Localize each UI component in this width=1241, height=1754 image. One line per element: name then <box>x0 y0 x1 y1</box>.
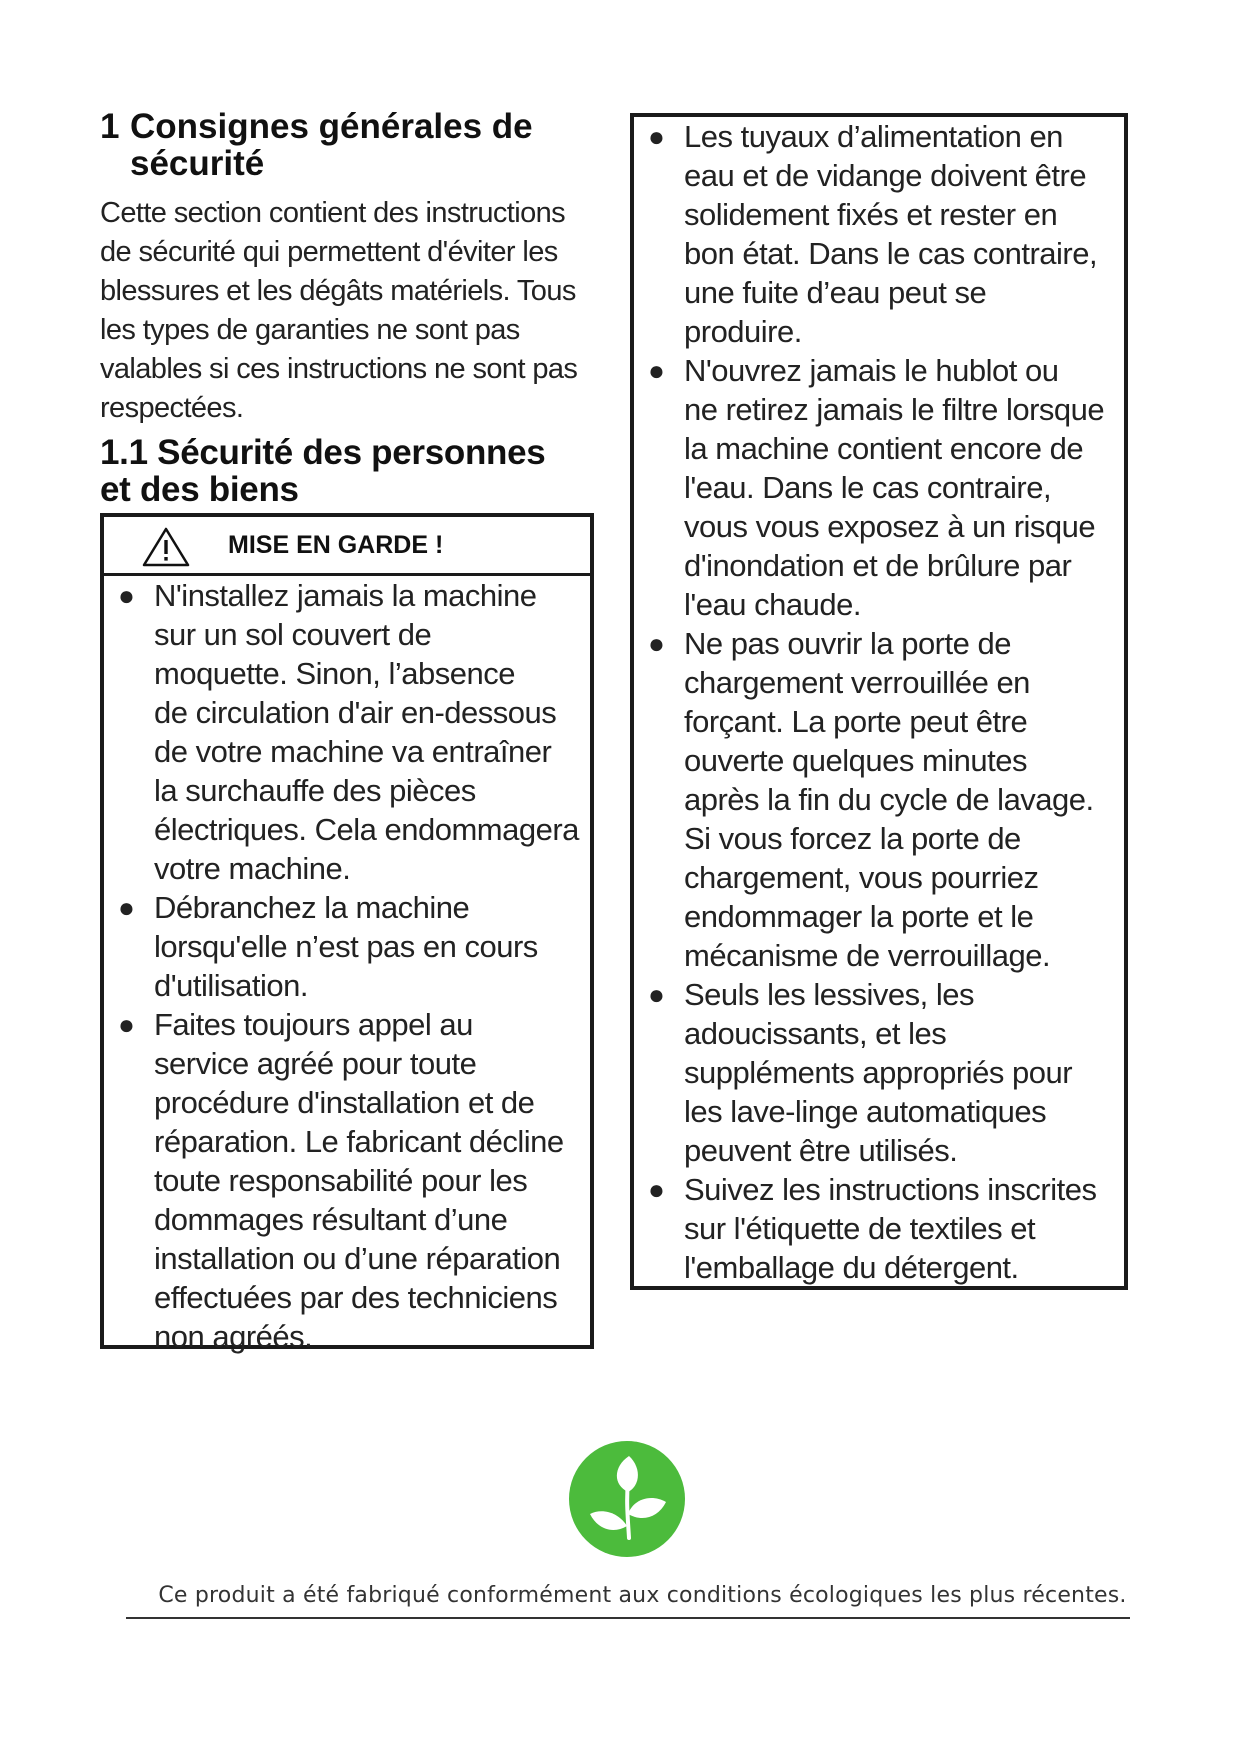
bullet-line: les lave-linge automatiques <box>684 1094 1047 1129</box>
bullet-line: électriques. Cela endommagera <box>154 812 579 847</box>
bullet-line: eau et de vidange doivent être <box>684 158 1087 193</box>
intro-line: valables si ces instructions ne sont pas <box>100 353 578 385</box>
section-number: 1 <box>100 107 120 146</box>
safety-list <box>634 117 1124 1287</box>
section-title-line2: sécurité <box>130 144 265 183</box>
bullet-line: mécanisme de verrouillage. <box>684 938 1051 973</box>
bullet-line: forçant. La porte peut être <box>684 704 1028 739</box>
warning-box <box>100 513 594 1354</box>
bullet-icon: ● <box>118 580 135 611</box>
bullet-line: Si vous forcez la porte de <box>684 821 1021 856</box>
bullet-line: chargement, vous pourriez <box>684 860 1039 895</box>
intro-line: blessures et les dégâts matériels. Tous <box>100 275 576 307</box>
list-item <box>634 624 1124 975</box>
eco-statement <box>0 1583 1241 1608</box>
bullet-line: bon état. Dans le cas contraire, <box>684 236 1098 271</box>
bullet-line: ouverte quelques minutes <box>684 743 1028 778</box>
intro-line: respectées. <box>100 392 244 424</box>
bullet-line: l'eau chaude. <box>684 587 861 622</box>
bullet-line: sur un sol couvert de <box>154 617 432 652</box>
bullet-line: une fuite d’eau peut se <box>684 275 987 310</box>
bullet-first-line: Seuls les lessives, les <box>684 977 975 1012</box>
bullet-line: après la fin du cycle de lavage. <box>684 782 1094 817</box>
leaf-eco-icon <box>568 1440 686 1558</box>
bullet-line: l'eau. Dans le cas contraire, <box>684 470 1052 505</box>
bullet-line: votre machine. <box>154 851 351 886</box>
bullet-line: lorsqu'elle n’est pas en cours <box>154 929 538 964</box>
bullet-line: de votre machine va entraîner <box>154 734 552 769</box>
bullet-line: solidement fixés et rester en <box>684 197 1058 232</box>
bullet-first-line: N'ouvrez jamais le hublot ou <box>684 353 1059 388</box>
bullet-line: réparation. Le fabricant décline <box>154 1124 564 1159</box>
footer-divider <box>126 1617 1130 1619</box>
bullet-line: d'utilisation. <box>154 968 309 1003</box>
section-intro <box>100 194 600 428</box>
bullet-first-line: Ne pas ouvrir la porte de <box>684 626 1011 661</box>
warning-title: MISE EN GARDE ! <box>228 531 444 559</box>
list-item <box>634 117 1124 351</box>
list-item <box>104 888 590 1005</box>
section-title <box>100 108 600 182</box>
bullet-icon: ● <box>118 892 135 923</box>
bullet-line: peuvent être utilisés. <box>684 1133 958 1168</box>
bullet-line: ne retirez jamais le filtre lorsque <box>684 392 1105 427</box>
subsection-title-line1: 1.1 Sécurité des personnes <box>100 433 546 472</box>
bullet-line: moquette. Sinon, l’absence <box>154 656 515 691</box>
bullet-icon: ● <box>648 979 665 1010</box>
bullet-line: effectuées par des techniciens <box>154 1280 558 1315</box>
safety-box-right <box>630 113 1128 1290</box>
bullet-line: procédure d'installation et de <box>154 1085 535 1120</box>
warning-list <box>104 576 590 1356</box>
bullet-first-line: Débranchez la machine <box>154 890 470 925</box>
bullet-line: la machine contient encore de <box>684 431 1084 466</box>
bullet-icon: ● <box>648 355 665 386</box>
warning-header <box>104 517 590 576</box>
left-column <box>100 108 600 508</box>
bullet-icon: ● <box>648 628 665 659</box>
subsection-title-line2: et des biens <box>100 470 299 509</box>
bullet-line: service agréé pour toute <box>154 1046 477 1081</box>
list-item <box>634 975 1124 1170</box>
bullet-line: endommager la porte et le <box>684 899 1034 934</box>
bullet-line: l'emballage du détergent. <box>684 1250 1019 1285</box>
section-title-line1: Consignes générales de <box>130 107 533 146</box>
bullet-line: dommages résultant d’une <box>154 1202 508 1237</box>
bullet-line: produire. <box>684 314 802 349</box>
bullet-line: de circulation d'air en-dessous <box>154 695 557 730</box>
bullet-icon: ● <box>118 1009 135 1040</box>
list-item <box>634 351 1124 624</box>
bullet-line: suppléments appropriés pour <box>684 1055 1073 1090</box>
bullet-line: sur l'étiquette de textiles et <box>684 1211 1036 1246</box>
eco-statement-text: Ce produit a été fabriqué conformément aux conditions écologiques les plus récentes. <box>158 1583 1127 1608</box>
subsection-title <box>100 434 600 508</box>
bullet-icon: ● <box>648 1174 665 1205</box>
list-item <box>634 1170 1124 1287</box>
bullet-first-line: N'installez jamais la machine <box>154 578 537 613</box>
bullet-line: chargement verrouillée en <box>684 665 1030 700</box>
bullet-line: adoucissants, et les <box>684 1016 947 1051</box>
bullet-line: non agréés. <box>154 1319 313 1354</box>
intro-line: Cette section contient des instructions <box>100 197 566 229</box>
bullet-line: vous vous exposez à un risque <box>684 509 1096 544</box>
bullet-first-line: Les tuyaux d’alimentation en <box>684 119 1063 154</box>
bullet-line: d'inondation et de brûlure par <box>684 548 1072 583</box>
bullet-line: installation ou d’une réparation <box>154 1241 561 1276</box>
bullet-first-line: Faites toujours appel au <box>154 1007 473 1042</box>
intro-line: les types de garanties ne sont pas <box>100 314 520 346</box>
bullet-icon: ● <box>648 121 665 152</box>
list-item <box>104 1005 590 1356</box>
list-item <box>104 576 590 888</box>
intro-line: de sécurité qui permettent d'éviter les <box>100 236 558 268</box>
warning-triangle-icon <box>142 527 190 567</box>
bullet-first-line: Suivez les instructions inscrites <box>684 1172 1097 1207</box>
bullet-line: toute responsabilité pour les <box>154 1163 528 1198</box>
bullet-line: la surchauffe des pièces <box>154 773 476 808</box>
